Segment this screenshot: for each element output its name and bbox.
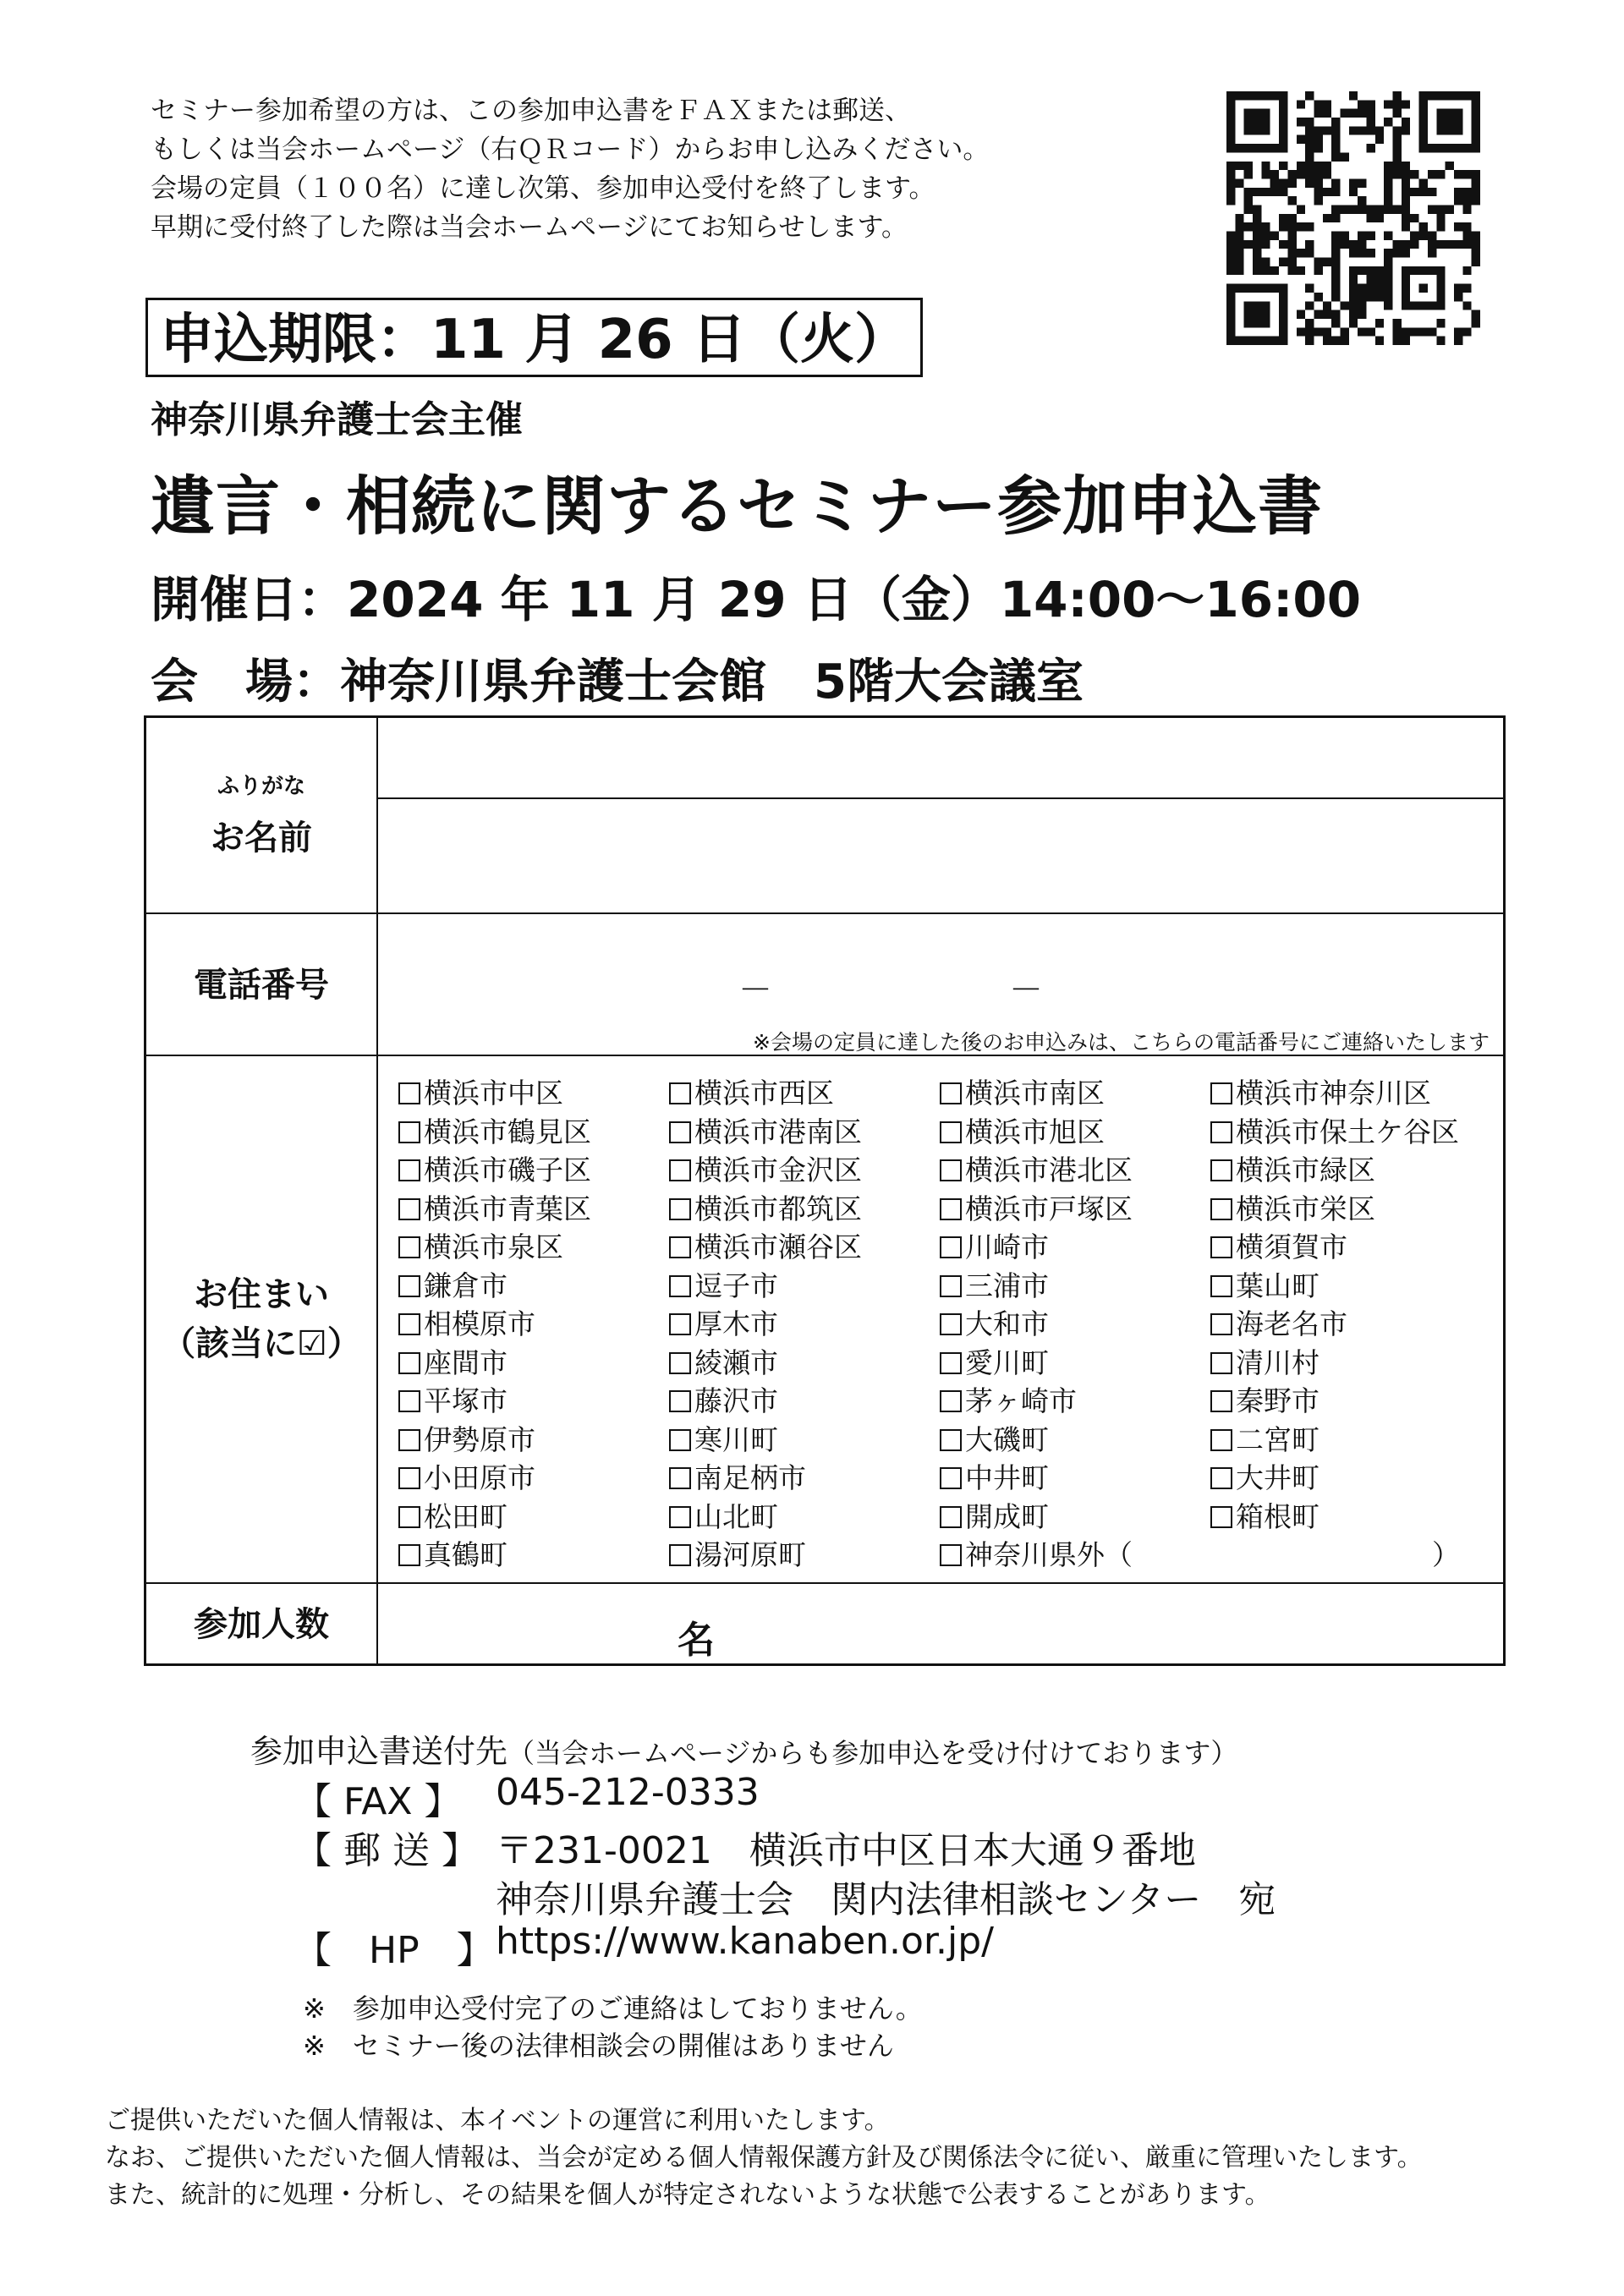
area-checkbox-item[interactable] — [669, 1225, 862, 1265]
checkbox-icon[interactable] — [398, 1467, 420, 1489]
area-label: 横浜市泉区 — [424, 1230, 563, 1263]
area-checkbox-item[interactable] — [398, 1071, 563, 1111]
area-label: 横浜市中区 — [424, 1077, 563, 1110]
address-label-sub: （該当に☑） — [162, 1324, 361, 1363]
checkbox-icon[interactable] — [669, 1506, 691, 1528]
address-label: お住まい — [194, 1275, 329, 1314]
area-checkbox-item[interactable] — [669, 1533, 806, 1573]
area-label: 茅ヶ崎市 — [965, 1384, 1077, 1417]
area-checkbox-item[interactable] — [1210, 1187, 1375, 1227]
area-label: 南足柄市 — [694, 1461, 806, 1494]
area-checkbox-item[interactable] — [398, 1187, 591, 1227]
checkbox-icon[interactable] — [940, 1352, 962, 1374]
area-label: 横浜市戸塚区 — [965, 1192, 1133, 1225]
area-checkbox-item[interactable] — [940, 1071, 1105, 1111]
checkbox-icon[interactable] — [398, 1275, 420, 1297]
area-checkbox-item[interactable] — [1210, 1148, 1375, 1188]
checkbox-icon[interactable] — [669, 1082, 691, 1104]
checkbox-icon[interactable] — [669, 1390, 691, 1412]
send-heading — [250, 1725, 1237, 1772]
area-checkbox-item[interactable] — [940, 1302, 1049, 1342]
phone-label: 電話番号 — [194, 966, 329, 1005]
area-checkbox-item[interactable] — [940, 1264, 1049, 1304]
furigana-label: ふりがな — [217, 774, 305, 799]
checkbox-icon[interactable] — [940, 1159, 962, 1181]
intro-line: もしくは当会ホームページ（右ＱＲコード）からお申し込みください。 — [151, 134, 990, 165]
area-label: 横浜市西区 — [694, 1077, 834, 1110]
area-label: 厚木市 — [694, 1307, 778, 1340]
checkbox-icon[interactable] — [940, 1198, 962, 1220]
checkbox-icon[interactable] — [1210, 1159, 1232, 1181]
privacy-line: また、統計的に処理・分析し、その結果を個人が特定されないような状態で公表することがあります。 — [105, 2180, 1270, 2210]
checkbox-icon[interactable] — [669, 1429, 691, 1451]
area-label: 寒川町 — [694, 1422, 778, 1456]
checkbox-icon[interactable] — [1210, 1082, 1232, 1104]
area-label: 横浜市青葉区 — [424, 1192, 591, 1225]
area-checkbox-item[interactable] — [398, 1418, 535, 1458]
name-field[interactable] — [378, 799, 1503, 911]
area-label: 松田町 — [424, 1499, 508, 1533]
area-checkbox-item[interactable] — [940, 1418, 1049, 1458]
area-checkbox-item[interactable] — [669, 1418, 778, 1458]
checkbox-icon[interactable] — [1210, 1390, 1232, 1412]
area-checkbox-item[interactable] — [940, 1379, 1077, 1419]
area-label: 横浜市港南区 — [694, 1115, 862, 1148]
send-heading-main: 参加申込書送付先 — [250, 1733, 508, 1770]
checkbox-icon[interactable] — [1210, 1506, 1232, 1528]
area-label: 秦野市 — [1236, 1384, 1320, 1417]
checkbox-icon[interactable] — [669, 1236, 691, 1258]
checkbox-icon[interactable] — [669, 1198, 691, 1220]
area-label: 箱根町 — [1236, 1499, 1320, 1533]
checkbox-icon[interactable] — [398, 1506, 420, 1528]
area-checkbox-item[interactable] — [669, 1148, 862, 1188]
area-label: 横浜市港北区 — [965, 1153, 1133, 1186]
checkbox-icon[interactable] — [398, 1429, 420, 1451]
area-label: 海老名市 — [1236, 1307, 1347, 1340]
application-form — [144, 715, 1506, 1666]
post-key: 【 郵 送 】 — [294, 1829, 479, 1872]
area-label: 横浜市南区 — [965, 1077, 1105, 1110]
area-checkbox-item[interactable] — [398, 1110, 591, 1150]
fax-number: 045-212-0333 — [496, 1771, 760, 1814]
checkbox-icon[interactable] — [398, 1159, 420, 1181]
intro-line: 会場の定員（１００名）に達し次第、参加申込受付を終了します。 — [151, 173, 935, 204]
checkbox-icon[interactable] — [940, 1082, 962, 1104]
area-label: 大和市 — [965, 1307, 1049, 1340]
privacy-line: なお、ご提供いただいた個人情報は、当会が定める個人情報保護方針及び関係法令に従い、厳重に管理いたします。 — [105, 2143, 1423, 2173]
phone-dash: － — [1009, 971, 1043, 1010]
outside-close-paren: ） — [1432, 1538, 1460, 1571]
area-checkbox-item[interactable] — [940, 1341, 1049, 1381]
area-checkbox-item[interactable] — [669, 1341, 778, 1381]
area-label: 座間市 — [424, 1345, 508, 1379]
checkbox-icon[interactable] — [1210, 1275, 1232, 1297]
deadline-box: 申込期限：11 月 26 日（火） — [145, 298, 923, 377]
area-label: 横須賀市 — [1236, 1230, 1347, 1263]
area-label: 三浦市 — [965, 1269, 1049, 1302]
area-checkbox-item[interactable] — [1210, 1379, 1320, 1419]
event-date: 開催日：2024 年 11 月 29 日（金）14:00～16:00 — [151, 571, 1362, 628]
post-address: 〒231-0021 横浜市中区日本大通９番地 — [496, 1829, 1196, 1872]
page-title: 遺言・相続に関するセミナー参加申込書 — [151, 469, 1323, 544]
checkbox-icon[interactable] — [398, 1352, 420, 1374]
area-checkbox-item[interactable] — [398, 1456, 535, 1496]
area-label: 横浜市鶴見区 — [424, 1115, 591, 1148]
area-label: 大井町 — [1236, 1461, 1320, 1494]
checkbox-icon[interactable] — [398, 1313, 420, 1335]
area-checkbox-item[interactable] — [398, 1495, 508, 1535]
name-label: お名前 — [211, 819, 312, 858]
area-checkbox-item[interactable] — [669, 1379, 778, 1419]
area-checkbox-item[interactable] — [669, 1456, 806, 1496]
area-checkbox-item[interactable] — [398, 1302, 535, 1342]
area-label: 鎌倉市 — [424, 1269, 508, 1302]
area-label: 小田原市 — [424, 1461, 535, 1494]
checkbox-icon[interactable] — [669, 1275, 691, 1297]
checkbox-icon[interactable] — [1210, 1121, 1232, 1143]
area-checkbox-item[interactable] — [1210, 1071, 1431, 1111]
checkbox-icon[interactable] — [398, 1544, 420, 1566]
checkbox-icon[interactable] — [940, 1429, 962, 1451]
checkbox-icon[interactable] — [1210, 1313, 1232, 1335]
area-label: 中井町 — [965, 1461, 1049, 1494]
privacy-line: ご提供いただいた個人情報は、本イベントの運営に利用いたします。 — [105, 2106, 890, 2135]
area-checkbox-item[interactable] — [940, 1533, 1133, 1573]
checkbox-icon[interactable] — [669, 1159, 691, 1181]
area-checkbox-item[interactable] — [398, 1148, 591, 1188]
checkbox-icon[interactable] — [940, 1236, 962, 1258]
checkbox-icon[interactable] — [940, 1275, 962, 1297]
area-checkbox-item[interactable] — [398, 1264, 508, 1304]
area-checkbox-item[interactable] — [940, 1456, 1049, 1496]
area-label: 伊勢原市 — [424, 1422, 535, 1456]
checkbox-icon[interactable] — [940, 1121, 962, 1143]
checkbox-icon[interactable] — [940, 1313, 962, 1335]
area-checkbox-item[interactable] — [940, 1225, 1049, 1265]
area-label: 横浜市旭区 — [965, 1115, 1105, 1148]
area-checkbox-item[interactable] — [669, 1187, 862, 1227]
area-label: 横浜市都筑区 — [694, 1192, 862, 1225]
area-checkbox-item[interactable] — [1210, 1264, 1320, 1304]
area-checkbox-item[interactable] — [669, 1495, 778, 1535]
hp-link[interactable]: https://www.kanaben.or.jp/ — [496, 1920, 994, 1963]
checkbox-icon[interactable] — [398, 1121, 420, 1143]
checkbox-icon[interactable] — [398, 1236, 420, 1258]
area-checkbox-item[interactable] — [669, 1302, 778, 1342]
area-label: 清川村 — [1236, 1345, 1320, 1379]
area-label: 川崎市 — [965, 1230, 1049, 1263]
checkbox-icon[interactable] — [669, 1467, 691, 1489]
area-label: 平塚市 — [424, 1384, 508, 1417]
notice-2: ※ セミナー後の法律相談会の開催はありません — [303, 2030, 894, 2062]
area-checkbox-item[interactable] — [669, 1071, 834, 1111]
area-checkbox-item[interactable] — [1210, 1302, 1347, 1342]
checkbox-icon[interactable] — [669, 1544, 691, 1566]
intro-line: 早期に受付終了した際は当会ホームページにてお知らせします。 — [151, 212, 908, 243]
area-label: 相模原市 — [424, 1307, 535, 1340]
checkbox-icon[interactable] — [398, 1390, 420, 1412]
area-checkbox-item[interactable] — [398, 1341, 508, 1381]
area-label: 山北町 — [694, 1499, 778, 1533]
checkbox-icon[interactable] — [398, 1198, 420, 1220]
area-checkbox-item[interactable] — [940, 1495, 1049, 1535]
qr-code-icon[interactable] — [1226, 91, 1480, 345]
area-checkbox-item[interactable] — [940, 1187, 1133, 1227]
area-label: 湯河原町 — [694, 1538, 806, 1571]
area-label: 逗子市 — [694, 1269, 778, 1302]
checkbox-icon[interactable] — [1210, 1467, 1232, 1489]
phone-note: ※会場の定員に達した後のお申込みは、こちらの電話番号にご連絡いたします — [753, 1030, 1490, 1055]
area-checkbox-item[interactable] — [1210, 1456, 1320, 1496]
phone-dash: － — [738, 971, 772, 1010]
area-checkbox-item[interactable] — [1210, 1495, 1320, 1535]
area-checkbox-item[interactable] — [1210, 1225, 1347, 1265]
area-label: 横浜市金沢区 — [694, 1153, 862, 1186]
checkbox-icon[interactable] — [669, 1352, 691, 1374]
post-recipient: 神奈川県弁護士会 関内法律相談センター 宛 — [496, 1878, 1276, 1921]
area-checkbox-item[interactable] — [669, 1110, 862, 1150]
area-label: 横浜市緑区 — [1236, 1153, 1375, 1186]
event-venue: 会 場：神奈川県弁護士会館 5階大会議室 — [151, 655, 1084, 710]
participants-unit: 名 — [678, 1619, 715, 1662]
send-heading-sub: （当会ホームページからも参加申込を受け付けております） — [508, 1737, 1238, 1769]
intro-line: セミナー参加希望の方は、この参加申込書をＦＡＸまたは郵送、 — [151, 96, 911, 126]
area-checkbox-item[interactable] — [398, 1225, 563, 1265]
area-label: 愛川町 — [965, 1345, 1049, 1379]
area-label: 綾瀬市 — [694, 1345, 778, 1379]
area-label: 神奈川県外（ — [965, 1538, 1133, 1571]
area-label: 藤沢市 — [694, 1384, 778, 1417]
hp-key: 【 HP 】 — [294, 1929, 494, 1972]
checkbox-icon[interactable] — [669, 1313, 691, 1335]
checkbox-icon[interactable] — [669, 1121, 691, 1143]
area-label: 横浜市栄区 — [1236, 1192, 1375, 1225]
checkbox-icon[interactable] — [398, 1082, 420, 1104]
area-label: 葉山町 — [1236, 1269, 1320, 1302]
intro-text — [151, 91, 989, 247]
area-checkbox-item[interactable] — [1210, 1341, 1320, 1381]
area-checkbox-item[interactable] — [1210, 1418, 1320, 1458]
participants-label: 参加人数 — [194, 1605, 329, 1644]
area-checkbox-item[interactable] — [398, 1379, 508, 1419]
privacy-notice — [105, 2102, 1423, 2214]
area-label: 横浜市磯子区 — [424, 1153, 591, 1186]
checkbox-icon[interactable] — [940, 1544, 962, 1566]
area-label: 横浜市保土ケ谷区 — [1236, 1115, 1459, 1148]
area-checkbox-item[interactable] — [940, 1110, 1105, 1150]
checkbox-icon[interactable] — [940, 1390, 962, 1412]
area-label: 横浜市神奈川区 — [1236, 1077, 1431, 1110]
area-label: 真鶴町 — [424, 1538, 508, 1571]
furigana-field[interactable] — [378, 718, 1503, 796]
area-label: 開成町 — [965, 1499, 1049, 1533]
area-checkbox-item[interactable] — [669, 1264, 778, 1304]
area-label: 二宮町 — [1236, 1422, 1320, 1456]
host-organizer: 神奈川県弁護士会主催 — [151, 398, 523, 441]
area-checkbox-item[interactable] — [1210, 1110, 1459, 1150]
notice-1: ※ 参加申込受付完了のご連絡はしておりません。 — [303, 1992, 923, 2025]
checkbox-icon[interactable] — [1210, 1429, 1232, 1451]
area-label: 大磯町 — [965, 1422, 1049, 1456]
area-checkbox-item[interactable] — [940, 1148, 1133, 1188]
area-label: 横浜市瀬谷区 — [694, 1230, 862, 1263]
participants-field[interactable] — [378, 1584, 1503, 1665]
fax-key: 【 FAX 】 — [294, 1780, 462, 1823]
area-checkbox-item[interactable] — [398, 1533, 508, 1573]
checkbox-icon[interactable] — [940, 1506, 962, 1528]
checkbox-icon[interactable] — [940, 1467, 962, 1489]
checkbox-icon[interactable] — [1210, 1198, 1232, 1220]
checkbox-icon[interactable] — [1210, 1236, 1232, 1258]
checkbox-icon[interactable] — [1210, 1352, 1232, 1374]
